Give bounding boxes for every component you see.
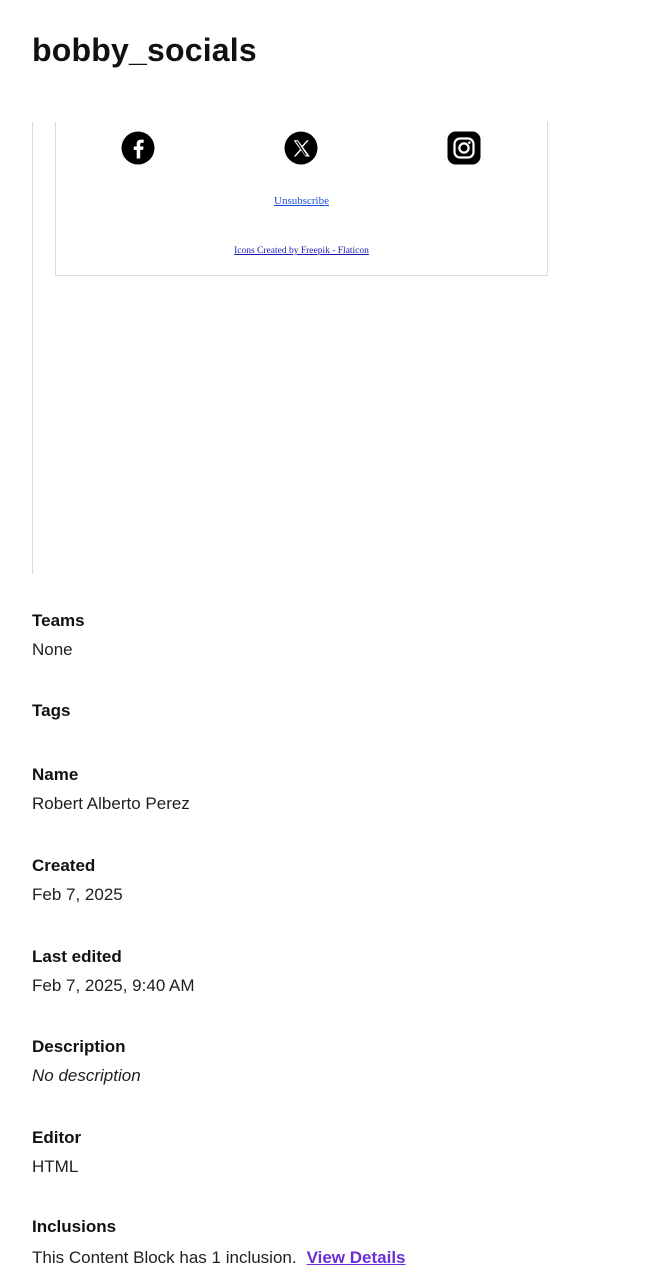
name-section <box>32 765 190 814</box>
icon-credit-link[interactable]: Icons Created by Freepik - Flaticon <box>234 246 369 256</box>
view-details-link[interactable]: View Details <box>306 1248 406 1267</box>
instagram-icon[interactable] <box>447 131 481 165</box>
inclusions-row <box>32 1248 406 1268</box>
name-value: Robert Alberto Perez <box>32 794 190 813</box>
last-edited-value: Feb 7, 2025, 9:40 AM <box>32 976 195 995</box>
unsubscribe-link[interactable]: Unsubscribe <box>274 195 329 207</box>
facebook-icon[interactable] <box>121 131 155 165</box>
x-icon[interactable] <box>284 131 318 165</box>
created-label: Created <box>32 856 96 875</box>
inclusions-label: Inclusions <box>32 1217 117 1236</box>
description-section <box>32 1037 141 1086</box>
editor-label: Editor <box>32 1128 82 1147</box>
page-title: bobby_socials <box>32 32 257 68</box>
inclusions-text: This Content Block has 1 inclusion. <box>32 1248 297 1267</box>
created-value: Feb 7, 2025 <box>32 885 123 904</box>
tags-section <box>32 701 70 721</box>
content-preview-frame[interactable] <box>32 122 593 574</box>
last-edited-section <box>32 947 195 996</box>
teams-value: None <box>32 640 73 659</box>
description-value: No description <box>32 1066 141 1085</box>
email-footer-card <box>55 122 548 276</box>
editor-value: HTML <box>32 1157 79 1176</box>
last-edited-label: Last edited <box>32 947 122 966</box>
editor-section <box>32 1128 81 1177</box>
teams-label: Teams <box>32 611 85 630</box>
created-section <box>32 856 123 905</box>
description-label: Description <box>32 1037 126 1056</box>
tags-label: Tags <box>32 701 71 720</box>
inclusions-section <box>32 1217 406 1268</box>
teams-section <box>32 611 85 660</box>
name-label: Name <box>32 765 79 784</box>
